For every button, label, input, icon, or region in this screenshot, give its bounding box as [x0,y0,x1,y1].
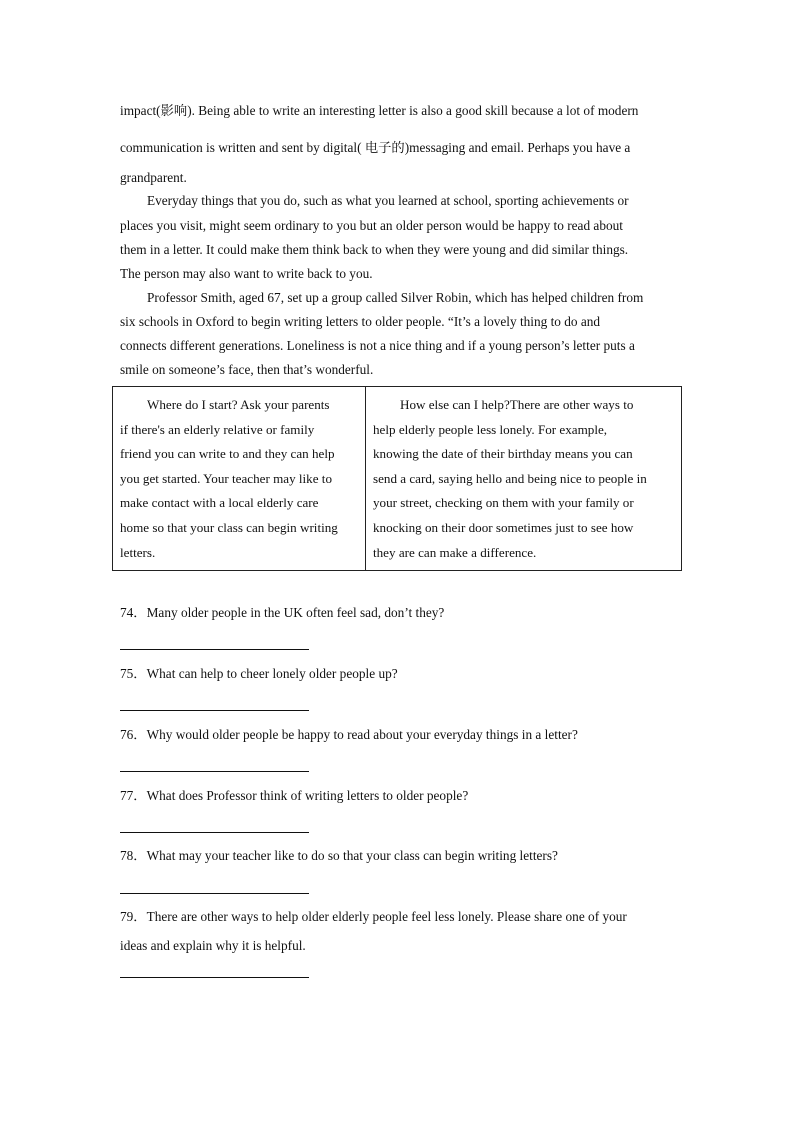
question-77: 77．What does Professor think of writing letters to older people? [120,788,469,803]
question-text: Why would older people be happy to read about your everyday things in a letter? [146,727,578,742]
question-number: 74 [120,605,134,620]
box-line: if there's an elderly relative or family [120,421,315,437]
question-number: 75 [120,666,134,681]
question-text: What does Professor think of writing letters to older people? [146,788,469,803]
passage-line: Everyday things that you do, such as what you learned at school, sporting achievements or [147,193,629,208]
passage-line: connects different generations. Loneliness is not a nice thing and if a young person’s letter puts a [120,338,635,353]
question-number: 79 [120,909,134,924]
passage-line: impact(影响). Being able to write an interesting letter is also a good skill because a lot of modern [120,103,639,118]
box-line: they are can make a difference. [373,544,537,560]
question-text: Many older people in the UK often feel sad, don’t they? [146,605,445,620]
passage-line: The person may also want to write back to you. [120,266,373,281]
passage-line: grandparent. [120,170,187,185]
box-line: you get started. Your teacher may like to [120,470,332,486]
box-where-to-start [113,387,366,571]
question-number: 76 [120,727,134,742]
box-line: make contact with a local elderly care [120,495,319,511]
question-text: What can help to cheer lonely older people up? [146,666,398,681]
answer-line-75[interactable] [120,710,309,711]
box-line: Where do I start? Ask your parents [147,397,330,412]
question-74: 74．Many older people in the UK often feel sad, don’t they? [120,605,445,620]
answer-line-79[interactable] [120,977,309,978]
question-79: 79．There are other ways to help older elderly people feel less lonely. Please share one of your [120,909,627,924]
question-76: 76．Why would older people be happy to read about your everyday things in a letter? [120,727,578,742]
answer-line-76[interactable] [120,771,309,772]
passage-line: communication is written and sent by digital( 电子的)messaging and email. Perhaps you have a [120,140,631,155]
question-number: 78 [120,848,134,863]
info-boxes-table [112,386,682,571]
question-text: There are other ways to help older elderly people feel less lonely. Please share one of your [146,909,627,924]
box-line: help elderly people less lonely. For example, [373,421,608,437]
answer-line-78[interactable] [120,893,309,894]
question-75: 75．What can help to cheer lonely older people up? [120,666,398,681]
answer-line-77[interactable] [120,832,309,833]
box-line: your street, checking on them with your family or [373,495,634,511]
question-number: 77 [120,788,134,803]
passage-line: smile on someone’s face, then that’s wonderful. [120,362,374,377]
box-line: knowing the date of their birthday means you can [373,446,633,462]
box-how-else-help [366,387,682,571]
passage-line: six schools in Oxford to begin writing letters to older people. “It’s a lovely thing to do and [120,314,601,329]
passage-line: Professor Smith, aged 67, set up a group called Silver Robin, which has helped children from [147,290,644,305]
question-text: What may your teacher like to do so that your class can begin writing letters? [146,848,558,863]
box-line: knocking on their door sometimes just to see how [373,519,634,535]
box-line: home so that your class can begin writing [120,519,338,535]
answer-line-74[interactable] [120,649,309,650]
question-78: 78．What may your teacher like to do so that your class can begin writing letters? [120,848,558,863]
box-line: send a card, saying hello and being nice to people in [373,470,647,486]
box-line: letters. [120,544,156,560]
question-79-continued: ideas and explain why it is helpful. [120,938,306,953]
box-line: friend you can write to and they can help [120,446,335,462]
passage-line: them in a letter. It could make them think back to when they were young and did similar things. [120,242,629,257]
box-line: How else can I help?There are other ways to [400,397,634,412]
passage-line: places you visit, might seem ordinary to you but an older person would be happy to read about [120,218,623,233]
